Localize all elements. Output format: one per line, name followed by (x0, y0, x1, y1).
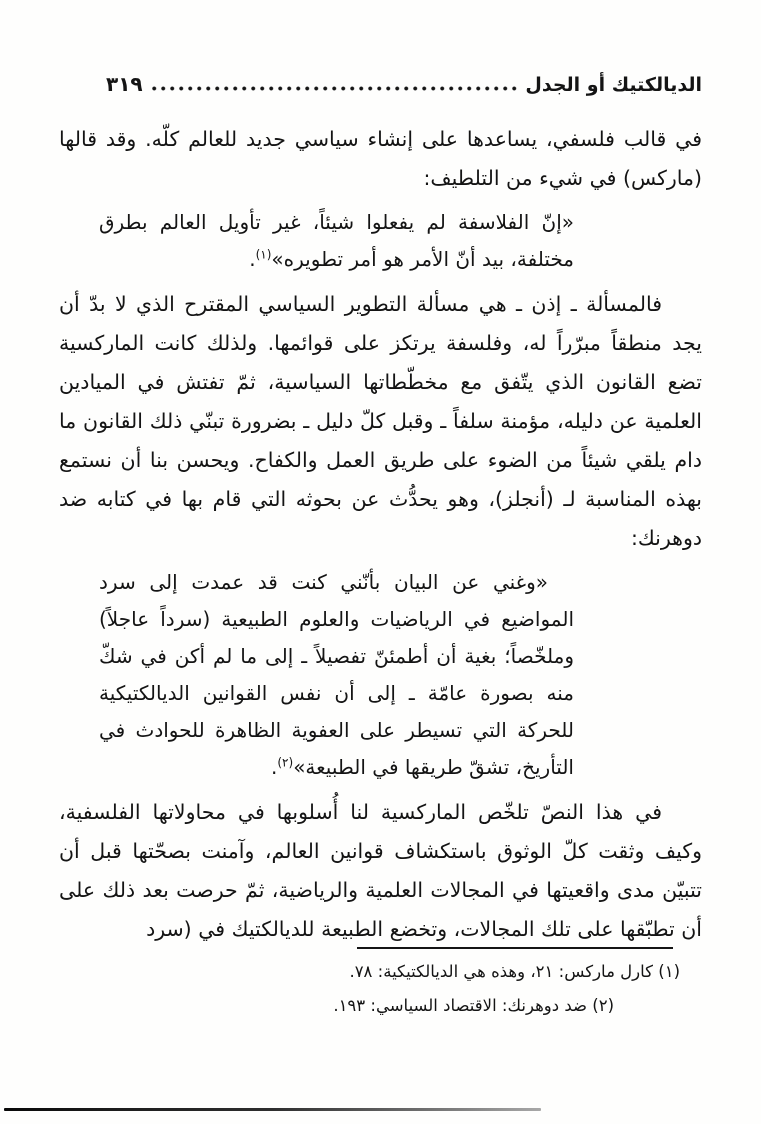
quotation-marx (99, 204, 574, 278)
paragraph-commentary-2: في هذا النصّ تلخّص الماركسية لنا أُسلوبها في محاولاتها الفلسفية، وكيف وثقت كلّ الوثوق باستكشاف قوانين العالم، وآمنت بصحّتها قبل أن تتبيّن مدى واقعيتها في المجالات العلمية والرياضية، ثمّ حرصت بعد ذلك على أن تطبّقها على تلك المجالات، وتخضع الطبيعة للديالكتيك في (سرد (59, 800, 702, 941)
chapter-title: الديالكتيك أو الجدل (525, 74, 702, 96)
quotation-marx-period: . (249, 247, 256, 271)
page-number: ٣١٩ (106, 72, 143, 96)
paragraph-continuation: في قالب فلسفي، يساعدها على إنشاء سياسي جديد للعالم كلّه. وقد قالها (ماركس) في شيء من التلطيف: (59, 127, 702, 190)
footnote-marker-2: (٢) (277, 755, 294, 770)
page-edge-artifact (4, 1108, 541, 1111)
dot-leader (150, 85, 519, 92)
footnotes-section (59, 947, 702, 1023)
paragraph-commentary-1: فالمسألة ـ إذن ـ هي مسألة التطوير السياسي المقترح الذي لا بدّ أن يجد منطقاً مبرّراً له، وفلسفة يرتكز على قوائمها. ولذلك كانت الماركسية تضع القانون الذي يتّفق مع مخطّطاتها السياسية، ثمّ تفتش في الميادين العلمية عن دليله، مؤمنة سلفاً ـ وقبل كلّ دليل ـ بضرورة تبنّي ذلك القانون ما دام يلقي شيئاً من الضوء على طريق العمل والكفاح. ويحسن بنا أن نستمع بهذه المناسبة لـ (أنجلز)، وهو يحدُّث عن بحوثه التي قام بها في كتابه ضد دوهرنك: (59, 292, 702, 550)
footnote-2: (٢) ضد دوهرنك: الاقتصاد السياسي: ١٩٣. (333, 996, 614, 1015)
footnote-separator (357, 947, 673, 949)
footnote-marker-1: (١) (255, 247, 272, 262)
footnote-1: (١) كارل ماركس: ٢١، وهذه هي الديالكتيكية: ٧٨. (349, 962, 680, 981)
quotation-engels-period: . (271, 755, 278, 779)
running-header (106, 72, 702, 96)
body-text (59, 120, 702, 955)
quotation-marx-text: «إنّ الفلاسفة لم يفعلوا شيئاً، غير تأويل العالم بطرق مختلفة، بيد أنّ الأمر هو أمر تطويره» (99, 210, 574, 271)
quotation-engels (99, 564, 574, 786)
quotation-engels-text: «وغني عن البيان بأنّني كنت قد عمدت إلى سرد المواضيع في الرياضيات والعلوم الطبيعية (سرداً عاجلاً) وملخّصاً؛ بغية أن أطمئنّ تفصيلاً ـ إلى ما لم أكن في شكّ منه بصورة عامّة ـ إلى أن نفس القوانين الديالكتيكية للحركة التي تسيطر على العفوية الظاهرة للحوادث في التأريخ، تشقّ طريقها في الطبيعة» (99, 570, 574, 779)
